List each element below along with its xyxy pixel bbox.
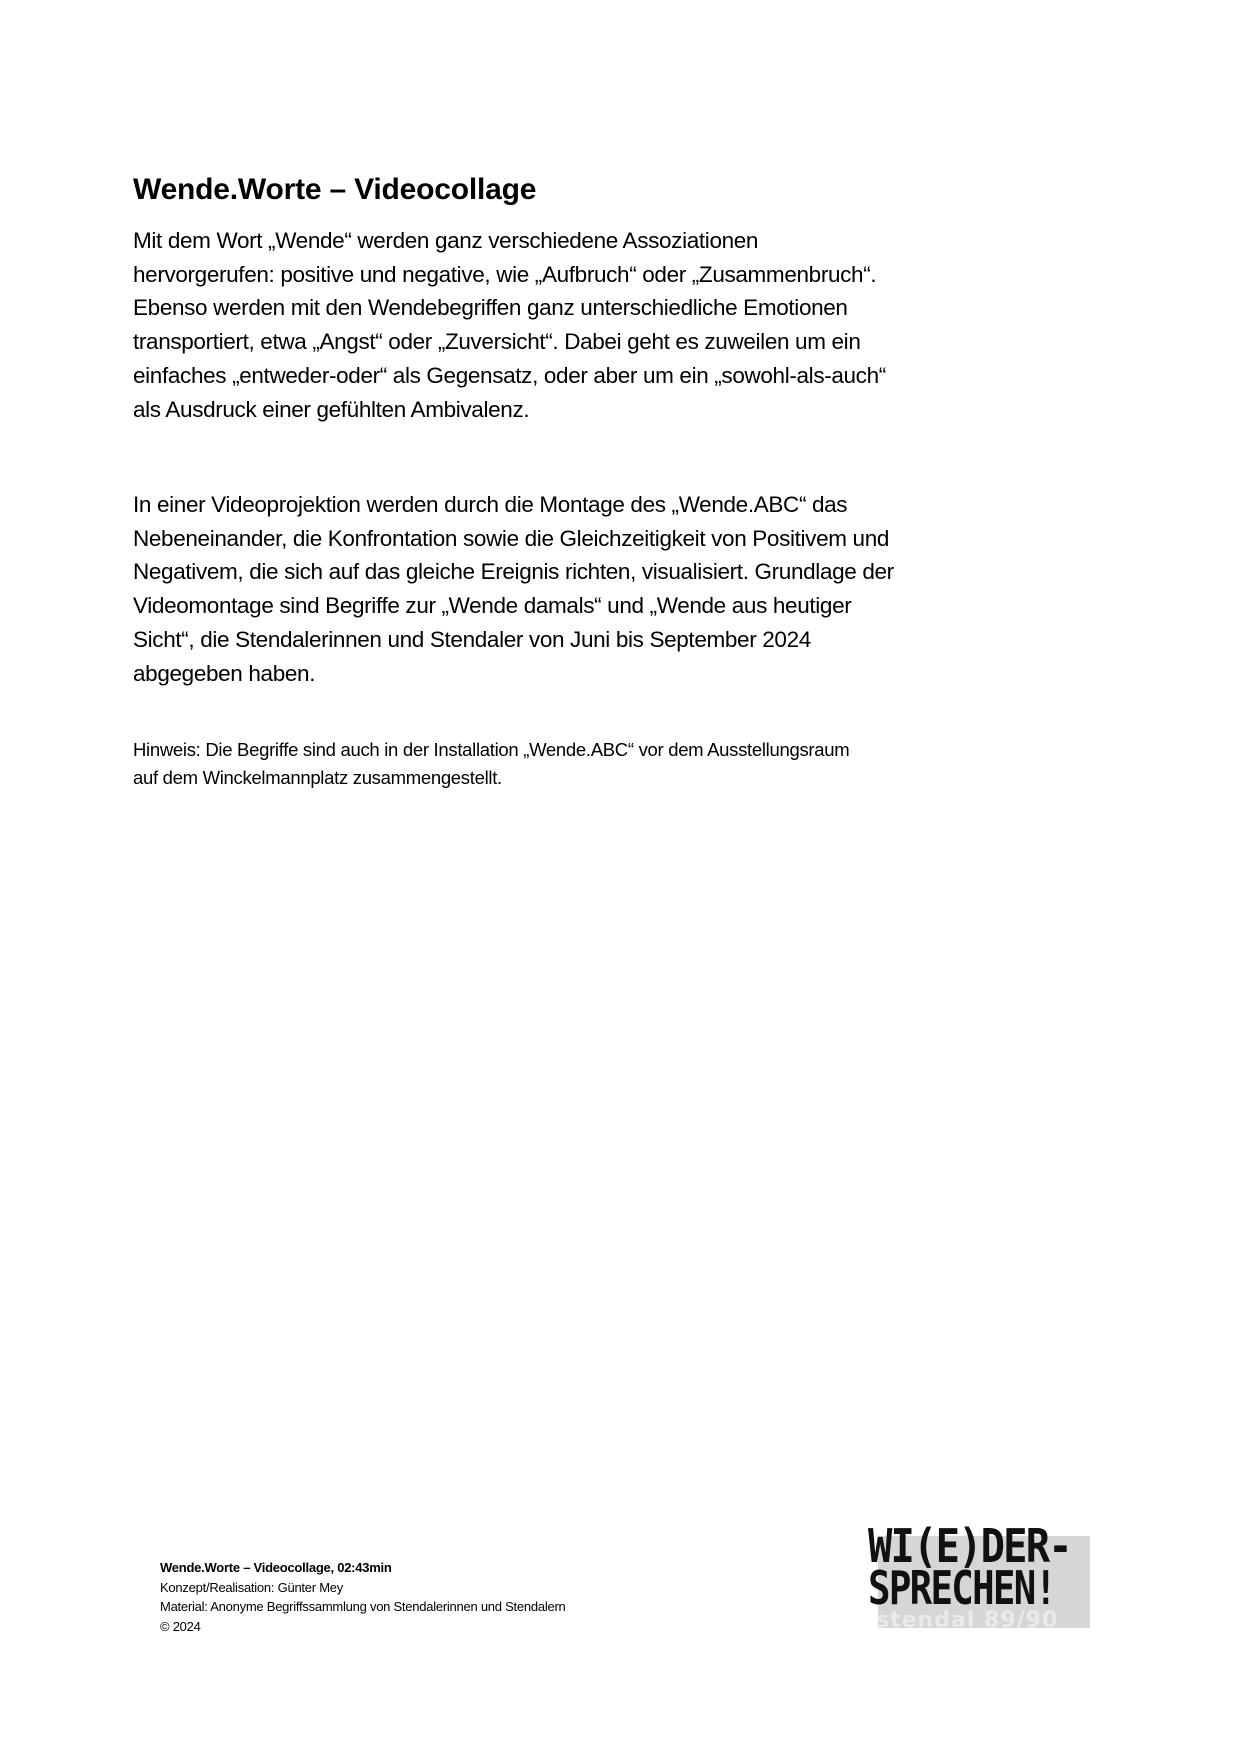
paragraph-line: Sicht“, die Stendalerinnen und Stendaler von Juni bis September 2024 bbox=[133, 626, 811, 652]
note-hint bbox=[133, 736, 1113, 791]
credits-footer bbox=[160, 1558, 566, 1636]
logo-text-line-1: WI(E)DER- bbox=[868, 1519, 1071, 1574]
paragraph-videoprojection bbox=[133, 488, 1113, 690]
paragraph-line: abgegeben haben. bbox=[133, 660, 316, 686]
credits-copyright: © 2024 bbox=[160, 1618, 201, 1634]
credits-material: Material: Anonyme Begriffssammlung von Stendalerinnen und Stendalern bbox=[160, 1599, 566, 1615]
paragraph-line: einfaches „entweder-oder“ als Gegensatz, oder aber um ein „sowohl-als-auch“ bbox=[133, 362, 886, 388]
note-line: auf dem Winckelmannplatz zusammengestellt. bbox=[133, 766, 502, 788]
wieder-sprechen-logo bbox=[868, 1519, 1093, 1632]
credits-concept: Konzept/Realisation: Günter Mey bbox=[160, 1579, 344, 1595]
paragraph-line: Videomontage sind Begriffe zur „Wende damals“ und „Wende aus heutiger bbox=[133, 593, 852, 619]
paragraph-line: In einer Videoprojektion werden durch die Montage des „Wende.ABC“ das bbox=[133, 492, 848, 517]
credits-work-title: Wende.Worte – Videocollage, 02:43min bbox=[160, 1560, 392, 1575]
paragraph-line: Negativem, die sich auf das gleiche Ereignis richten, visualisiert. Grundlage der bbox=[133, 559, 894, 585]
logo-text-line-3: stendal 89/90 bbox=[876, 1610, 1059, 1628]
paragraph-line: transportiert, etwa „Angst“ oder „Zuversicht“. Dabei geht es zuweilen um ein bbox=[133, 329, 861, 355]
paragraph-line: als Ausdruck einer gefühlten Ambivalenz. bbox=[133, 396, 530, 422]
paragraph-line: Nebeneinander, die Konfrontation sowie die Gleichzeitigkeit von Positivem und bbox=[133, 525, 890, 551]
note-line: Hinweis: Die Begriffe sind auch in der Installation „Wende.ABC“ vor dem Ausstellungsraum bbox=[133, 739, 850, 760]
paragraph-line: hervorgerufen: positive und negative, wie „Aufbruch“ oder „Zusammenbruch“. bbox=[133, 261, 877, 287]
paragraph-associations bbox=[133, 224, 1113, 426]
logo-text-line-2: SPRECHEN! bbox=[868, 1561, 1056, 1616]
paragraph-line: Ebenso werden mit den Wendebegriffen ganz unterschiedliche Emotionen bbox=[133, 295, 848, 321]
page-title: Wende.Worte – Videocollage bbox=[133, 173, 537, 207]
paragraph-line: Mit dem Wort „Wende“ werden ganz verschiedene Assoziationen bbox=[133, 228, 759, 253]
